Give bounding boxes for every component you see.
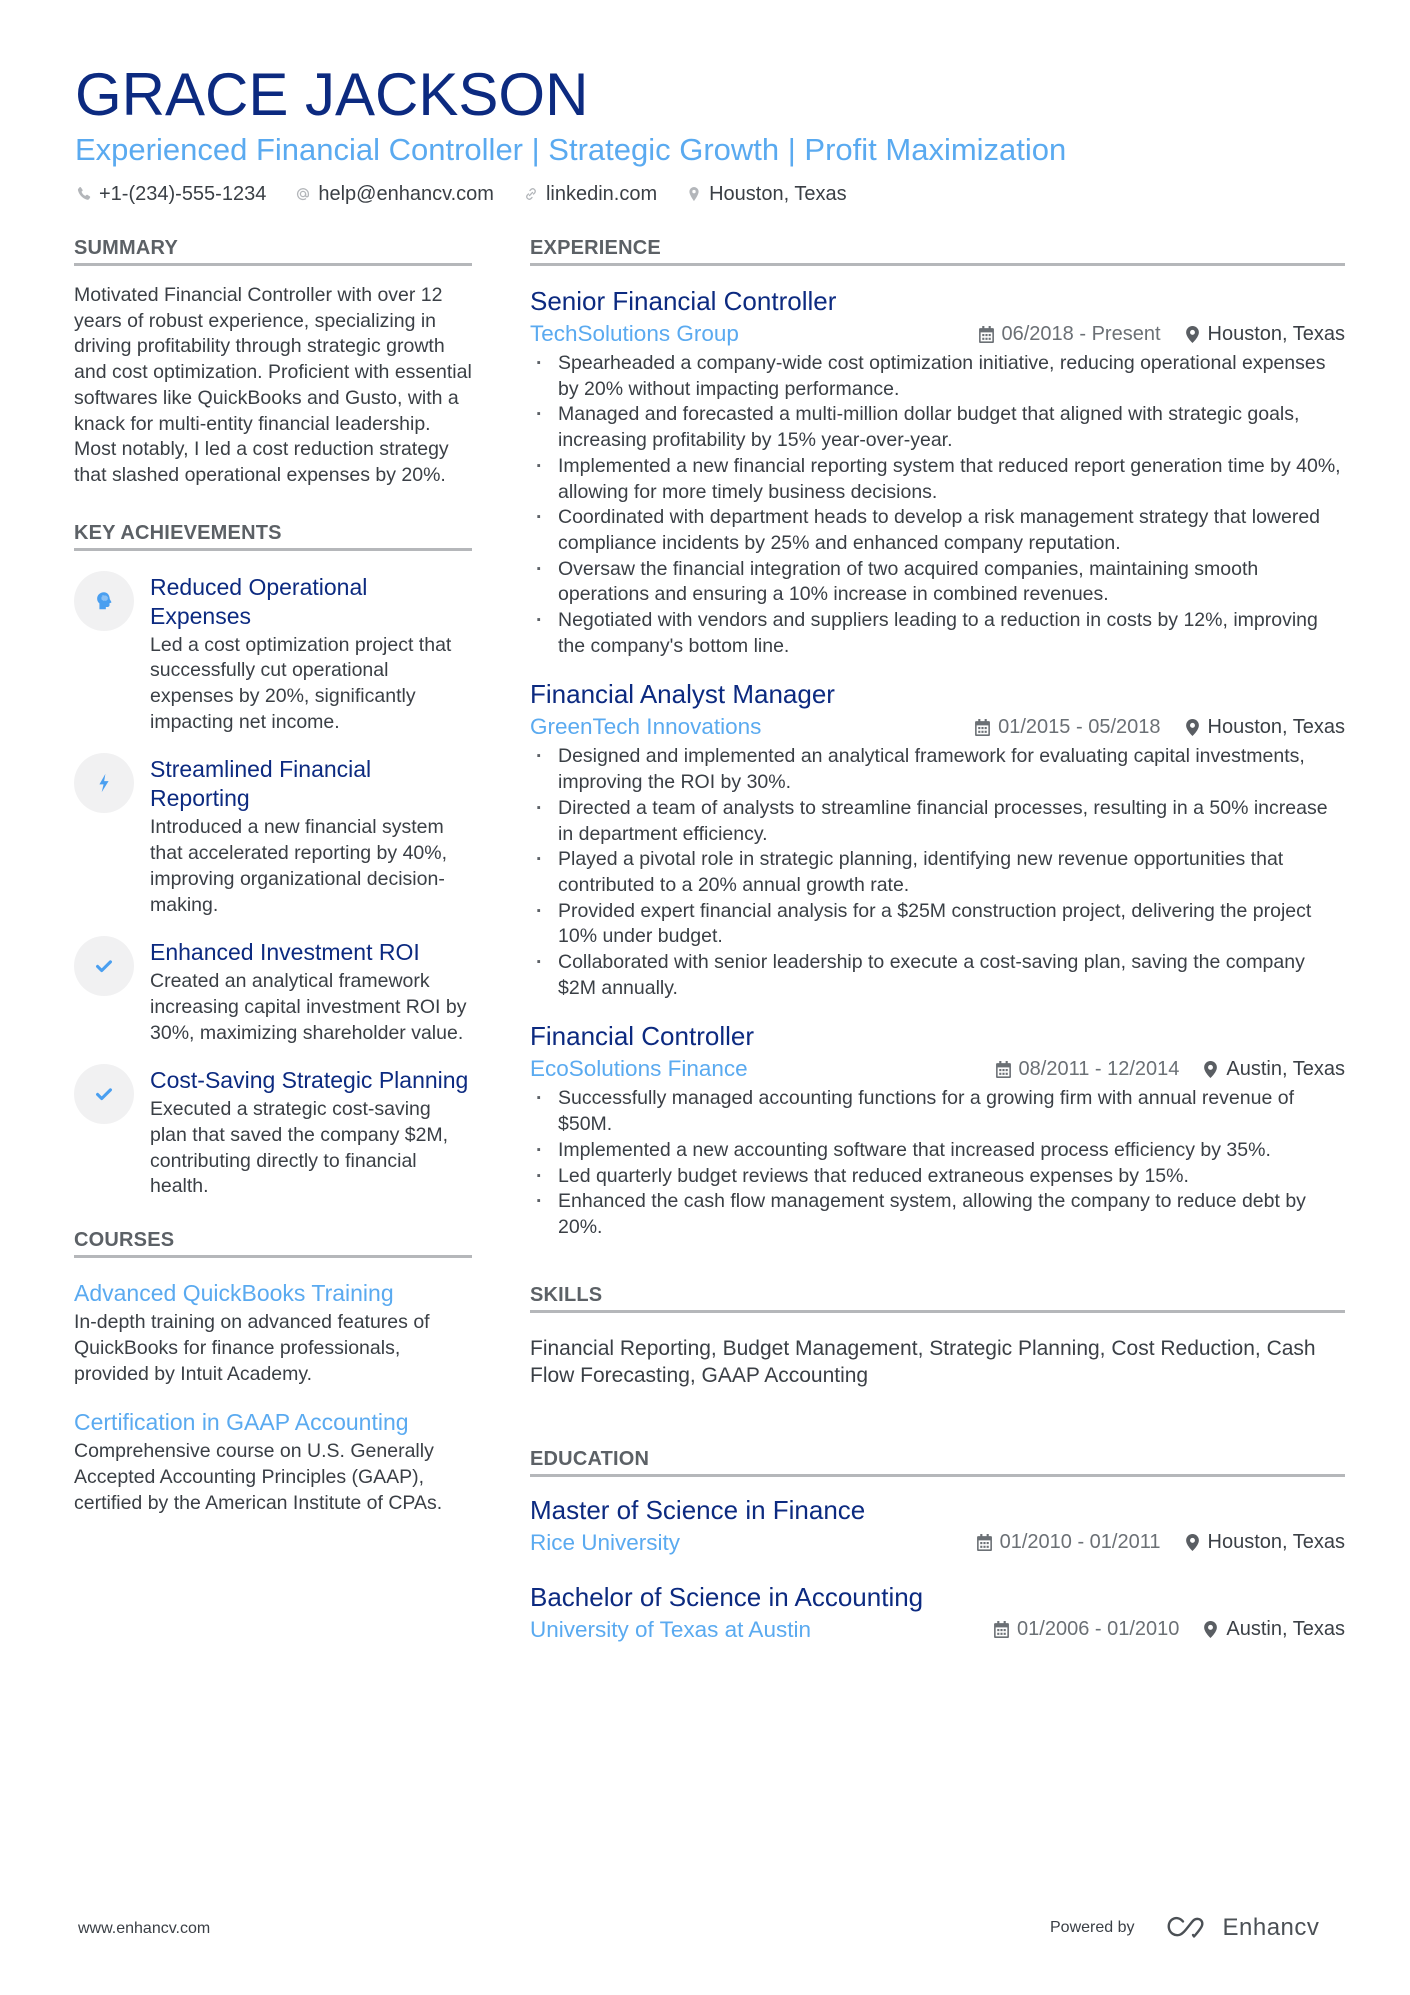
checkmark-icon (74, 1064, 134, 1124)
email-address: help@enhancv.com (318, 182, 494, 205)
course-item (74, 1278, 472, 1387)
achievement-desc: Introduced a new financial system that accelerated reporting by 40%, improving organizational decision-making. (150, 816, 448, 916)
courses-section (74, 1228, 472, 1516)
job-bullets (530, 744, 1345, 1001)
course-desc: In-depth training on advanced features of QuickBooks for finance professionals, provided by Intuit Academy. (74, 1311, 430, 1385)
bullet: · Implemented a new accounting software that increased process efficiency by 35%. (530, 1138, 1345, 1164)
achievement-item (74, 1066, 472, 1200)
course-desc: Comprehensive course on U.S. Generally Accepted Accounting Principles (GAAP), certified by the American Institute of CPAs. (74, 1440, 443, 1514)
bullet: · Led quarterly budget reviews that reduced extraneous expenses by 15%. (530, 1164, 1345, 1190)
summary-section (74, 236, 472, 489)
section-title-skills: SKILLS (530, 1283, 1345, 1313)
bullet: · Negotiated with vendors and suppliers leading to a reduction in costs by 12%, improving the company's bottom line. (530, 608, 1345, 659)
achievements-list (74, 573, 472, 1201)
candidate-name: GRACE JACKSON (75, 61, 589, 128)
phone-number: +1-(234)-555-1234 (99, 182, 267, 205)
job-entry (530, 1019, 1345, 1240)
job-bullets (530, 351, 1345, 659)
enhancv-logo-icon (1165, 1915, 1213, 1941)
achievement-title: Enhanced Investment ROI (150, 939, 420, 966)
calendar-icon (977, 1534, 992, 1551)
contact-bar (75, 180, 1345, 208)
company-name: TechSolutions Group (530, 321, 739, 346)
education-meta (530, 1615, 1345, 1645)
bullet: · Spearheaded a company-wide cost optimization initiative, reducing operational expenses by 20% without impacting performance. (530, 351, 1345, 402)
location-pin-icon (1185, 326, 1200, 343)
education-location: Austin, Texas (1203, 1618, 1345, 1641)
summary-text: Motivated Financial Controller with over 12 years of robust experience, specializing in driving profitability through strategic growth and cost optimization. Proficient with essential softwares like QuickBooks and Gusto, with a knack for multi-entity financial leadership. Most notably, I led a cost reduction strategy that slashed operational expenses by 20%. (74, 284, 472, 486)
right-column (530, 236, 1345, 1645)
bullet: · Successfully managed accounting functions for a growing firm with annual revenue of $50M. (530, 1086, 1345, 1137)
job-location: Houston, Texas (1185, 716, 1346, 739)
enhancv-brand-text: Enhancv (1222, 1914, 1320, 1941)
phone-icon (75, 185, 93, 203)
left-column (74, 236, 472, 1516)
location-pin-icon (1203, 1621, 1218, 1638)
education-dates: 01/2006 - 01/2010 (994, 1618, 1179, 1641)
brain-head-icon (74, 571, 134, 631)
school-name: University of Texas at Austin (530, 1616, 811, 1642)
achievement-desc: Led a cost optimization project that successfully cut operational expenses by 20%, significantly impacting net income. (150, 633, 452, 733)
contact-email[interactable] (294, 183, 494, 206)
job-location: Houston, Texas (1185, 323, 1346, 346)
education-dates: 01/2010 - 01/2011 (977, 1531, 1161, 1554)
calendar-icon (996, 1061, 1011, 1078)
bullet: · Directed a team of analysts to streamline financial processes, resulting in a 50% increase in department efficiency. (530, 796, 1345, 847)
education-location: Houston, Texas (1185, 1531, 1346, 1554)
job-entry (530, 677, 1345, 1001)
at-icon (294, 185, 312, 203)
job-bullets (530, 1086, 1345, 1240)
achievement-desc: Created an analytical framework increasing capital investment ROI by 30%, maximizing shareholder value. (150, 970, 467, 1044)
course-title: Advanced QuickBooks Training (74, 1280, 394, 1307)
job-dates: 08/2011 - 12/2014 (996, 1058, 1180, 1081)
job-entry (530, 284, 1345, 659)
company-name: EcoSolutions Finance (530, 1056, 748, 1082)
job-meta (530, 319, 1345, 349)
skills-text: Financial Reporting, Budget Management, Strategic Planning, Cost Reduction, Cash Flow Forecasting, GAAP Accounting (530, 1336, 1316, 1387)
education-section (530, 1447, 1345, 1645)
achievement-title: Streamlined Financial Reporting (150, 756, 372, 812)
footer-website[interactable]: www.enhancv.com (78, 1920, 211, 1937)
bullet: · Enhanced the cash flow management system, allowing the company to reduce debt by 20%. (530, 1189, 1345, 1240)
calendar-icon (979, 326, 994, 343)
resume-header (75, 62, 1345, 208)
bullet: · Collaborated with senior leadership to execute a cost-saving plan, saving the company $2M annually. (530, 950, 1345, 1001)
calendar-icon (994, 1621, 1009, 1638)
job-location: Austin, Texas (1203, 1058, 1345, 1081)
experience-section (530, 236, 1345, 1241)
achievement-title: Cost-Saving Strategic Planning (150, 1067, 469, 1094)
job-dates: 01/2015 - 05/2018 (975, 716, 1160, 739)
lightning-bolt-icon (74, 753, 134, 813)
bullet: · Managed and forecasted a multi-million dollar budget that aligned with strategic goals, increasing profitability by 15% year-over-year. (530, 402, 1345, 453)
contact-location (685, 183, 847, 206)
degree-title: Master of Science in Finance (530, 1494, 866, 1525)
section-title-summary: SUMMARY (74, 236, 472, 266)
achievement-item (74, 938, 472, 1046)
calendar-icon (975, 719, 990, 736)
bullet: · Oversaw the financial integration of two acquired companies, maintaining smooth operations and ensuring a 10% increase in combined revenues. (530, 557, 1345, 608)
section-title-education: EDUCATION (530, 1447, 1345, 1477)
achievements-section (74, 521, 472, 1201)
location-pin-icon (1185, 1534, 1200, 1551)
course-item (74, 1407, 472, 1516)
contact-linkedin[interactable] (522, 183, 657, 206)
bullet: · Implemented a new financial reporting system that reduced report generation time by 40%, allowing for more timely business decisions. (530, 454, 1345, 505)
achievement-desc: Executed a strategic cost-saving plan that saved the company $2M, contributing directly to financial health. (150, 1098, 449, 1198)
section-title-achievements: KEY ACHIEVEMENTS (74, 521, 472, 551)
location-pin-icon (1203, 1061, 1218, 1078)
job-title: Senior Financial Controller (530, 286, 837, 316)
linkedin-link: linkedin.com (545, 182, 658, 205)
degree-title: Bachelor of Science in Accounting (530, 1581, 924, 1612)
contact-phone[interactable] (75, 183, 266, 206)
job-title: Financial Analyst Manager (530, 679, 835, 710)
education-entry (530, 1580, 1345, 1645)
job-dates: 06/2018 - Present (979, 323, 1161, 346)
section-title-experience: EXPERIENCE (530, 236, 1345, 266)
job-meta (530, 1054, 1345, 1084)
location-pin-icon (685, 185, 703, 203)
powered-by-label: Powered by (1050, 1919, 1135, 1936)
footer-branding (1050, 1914, 1319, 1942)
location-pin-icon (1185, 719, 1200, 736)
skills-section (530, 1283, 1345, 1389)
education-entry (530, 1493, 1345, 1558)
bullet: · Provided expert financial analysis for a $25M construction project, delivering the project 10% under budget. (530, 899, 1345, 950)
achievement-item (74, 755, 472, 918)
school-name: Rice University (530, 1529, 681, 1555)
bullet: · Coordinated with department heads to develop a risk management strategy that lowered compliance incidents by 25% and enhanced company reputation. (530, 505, 1345, 556)
company-name: GreenTech Innovations (530, 714, 762, 740)
section-title-courses: COURSES (74, 1228, 472, 1258)
bullet: · Designed and implemented an analytical framework for evaluating capital investments, improving the ROI by 30%. (530, 744, 1345, 795)
checkmark-icon (74, 936, 134, 996)
education-meta (530, 1528, 1345, 1558)
achievement-title: Reduced Operational Expenses (150, 573, 368, 629)
link-icon (522, 185, 540, 203)
candidate-tagline: Experienced Financial Controller | Strategic Growth | Profit Maximization (75, 132, 1067, 167)
job-title: Financial Controller (530, 1021, 754, 1052)
achievement-item (74, 573, 472, 736)
location-text: Houston, Texas (709, 182, 847, 205)
course-title: Certification in GAAP Accounting (74, 1409, 409, 1436)
job-meta (530, 712, 1345, 742)
bullet: · Played a pivotal role in strategic planning, identifying new revenue opportunities that contributed to a 20% annual growth rate. (530, 847, 1345, 898)
